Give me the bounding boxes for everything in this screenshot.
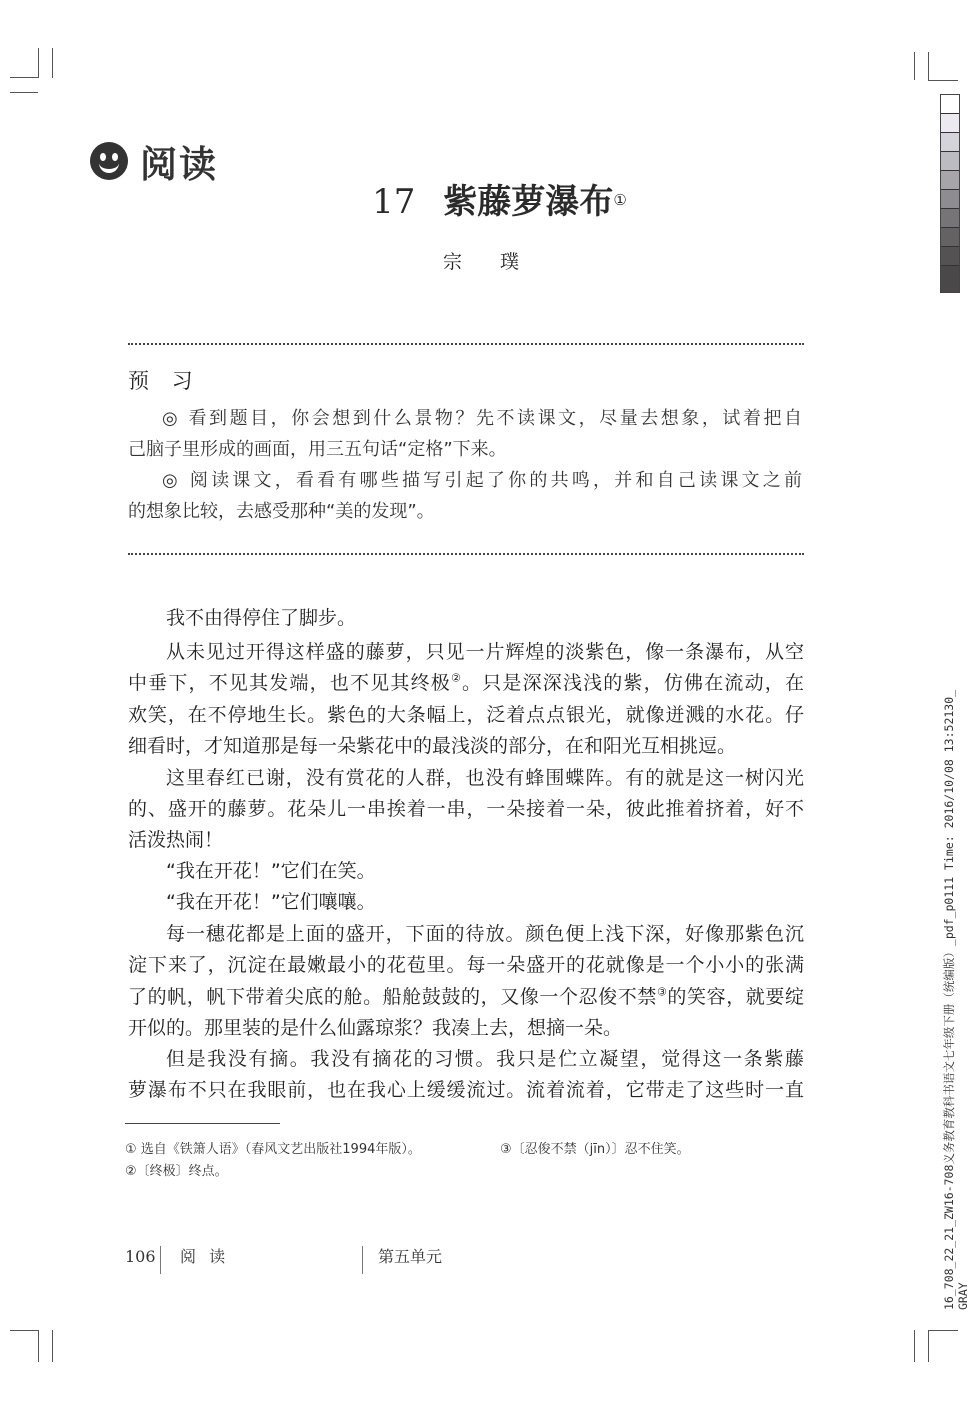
- body-line: 这里春红已谢，没有赏花的人群，也没有蜂围蝶阵。有的就是这一树闪光: [166, 767, 804, 789]
- body-line: [128, 671, 804, 695]
- body-line: 欢笑，在不停地生长。紫色的大条幅上，泛着点点银光，就像迸溅的水花。仔: [128, 704, 804, 726]
- smiley-icon: [90, 142, 128, 180]
- body-line: 活泼热闹！: [128, 829, 224, 851]
- crop-mark: [914, 52, 915, 80]
- body-line: “我在开花！”它们在笑。: [166, 860, 376, 882]
- print-slug-gray: GRAY: [956, 1282, 970, 1310]
- crop-mark: [928, 52, 929, 80]
- body-line: 萝瀑布不只在我眼前，也在我心上缓缓流过。流着流着，它带走了这些时一直: [128, 1079, 804, 1101]
- footnote-rule: [125, 1123, 280, 1124]
- crop-mark: [38, 48, 39, 78]
- text: 了的帆，帆下带着尖底的舱。船舱鼓鼓的，又像一个忍俊不禁: [128, 986, 657, 1008]
- preview-line: 的想象比较，去感受那种“美的发现”。: [128, 501, 435, 522]
- footer-divider: [160, 1246, 161, 1274]
- preview-line: ◎ 阅读课文，看看有哪些描写引起了你的共鸣，并和自己读课文之前: [162, 470, 802, 491]
- body-line: 我不由得停住了脚步。: [166, 607, 357, 629]
- crop-mark: [52, 1330, 53, 1362]
- footer-section: 阅 读: [180, 1247, 230, 1266]
- body-line: 细看时，才知道那是每一朵紫花中的最浅淡的部分，在和阳光互相挑逗。: [128, 735, 737, 757]
- body-line: 淀下来了，沉淀在最嫩最小的花苞里。每一朵盛开的花就像是一个小小的张满: [128, 954, 804, 976]
- crop-mark: [928, 1330, 929, 1362]
- crop-mark: [52, 48, 53, 78]
- section-heading-text: 阅读: [140, 142, 218, 186]
- crop-mark: [914, 1330, 915, 1362]
- body-line: “我在开花！”它们嚷嚷。: [166, 891, 376, 913]
- crop-mark: [928, 1330, 958, 1331]
- footnote: ②〔终极〕终点。: [125, 1164, 228, 1179]
- footnote-ref: ②: [450, 671, 463, 685]
- lesson-number: 17: [372, 182, 416, 222]
- body-line: [128, 985, 804, 1009]
- footer-divider: [362, 1246, 363, 1274]
- crop-mark: [10, 92, 38, 93]
- preview-line: 己脑子里形成的画面，用三五句话“定格”下来。: [128, 439, 507, 460]
- preview-line: ◎ 看到题目，你会想到什么景物？先不读课文，尽量去想象，试着把自: [162, 408, 802, 429]
- footer-unit: 第五单元: [378, 1247, 443, 1266]
- lesson-title: [0, 180, 979, 224]
- footnote: ① 选自《铁箫人语》（春风文艺出版社1994年版）。: [125, 1142, 421, 1157]
- text: 中垂下，不见其发端，也不见其终极: [128, 672, 451, 694]
- body-line: 开似的。那里装的是什么仙露琼浆？我凑上去，想摘一朵。: [128, 1017, 623, 1039]
- body-line: 但是我没有摘。我没有摘花的习惯。我只是伫立凝望，觉得这一条紫藤: [166, 1048, 804, 1070]
- crop-mark: [38, 1330, 39, 1362]
- dotted-divider: [128, 343, 804, 345]
- print-slug-line: 16_708_22_21_ZW16-708义务教育教科书语文七年级下册（统编版）_pdf_p0111 Time: 2016/10/08 13:52130_: [942, 689, 956, 1310]
- dotted-divider: [128, 553, 804, 555]
- print-slug: [942, 690, 970, 1310]
- footnote-ref: ③: [656, 985, 668, 999]
- crop-mark: [10, 1330, 38, 1331]
- preview-label: 预 习: [128, 369, 201, 393]
- text: 。只是深深浅浅的紫，仿佛在流动，在: [462, 672, 804, 694]
- author: 宗 璞: [443, 251, 536, 273]
- body-line: 每一穗花都是上面的盛开，下面的待放。颜色便上浅下深，好像那紫色沉: [166, 923, 804, 945]
- body-line: 从未见过开得这样盛的藤萝，只见一片辉煌的淡紫色，像一条瀑布，从空: [166, 641, 804, 663]
- footnote-ref: ①: [613, 191, 627, 209]
- footnote: ③〔忍俊不禁（jīn）〕忍不住笑。: [500, 1142, 690, 1157]
- crop-mark: [928, 80, 958, 81]
- page-number: 106: [125, 1247, 156, 1266]
- lesson-title-text: 紫藤萝瀑布: [443, 182, 614, 222]
- text: 的笑容，就要绽: [667, 986, 804, 1008]
- body-line: 的、盛开的藤萝。花朵儿一串挨着一串，一朵接着一朵，彼此推着挤着，好不: [128, 798, 804, 820]
- crop-mark: [10, 77, 38, 78]
